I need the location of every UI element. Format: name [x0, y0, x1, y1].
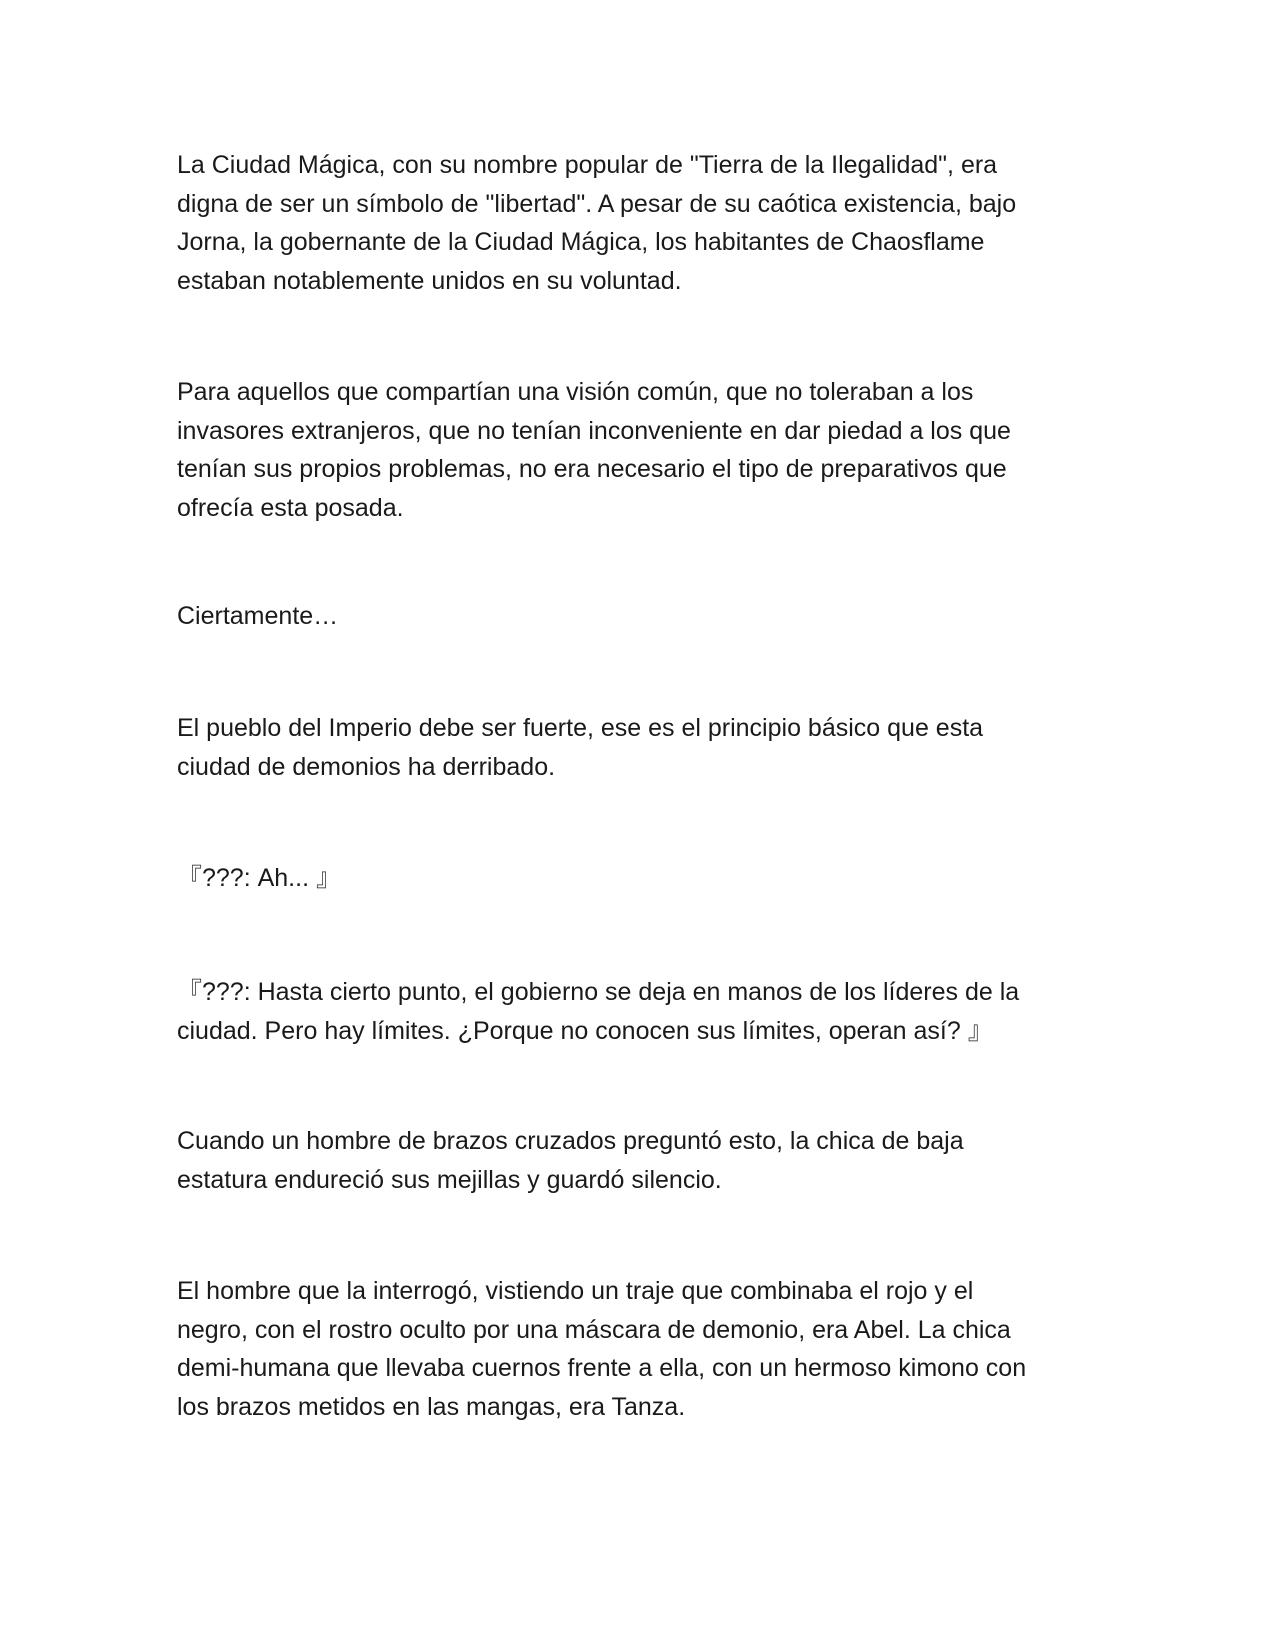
paragraph-8: El hombre que la interrogó, vistiendo un traje que combinaba el rojo y el negro, con el rostro oculto por una máscara de demonio, era Abel. La chica demi-humana que llevaba cuernos frente a ella, con un hermoso kimono con los brazos metidos en las mangas, era Tanza. [177, 1277, 1027, 1421]
paragraph-3: Ciertamente… [177, 602, 339, 630]
dialogue-line-1: 『???: Ah... 』 [177, 864, 341, 892]
paragraph-4: El pueblo del Imperio debe ser fuerte, ese es el principio básico que esta ciudad de demonios ha derribado. [177, 714, 984, 781]
dialogue-line-2: 『???: Hasta cierto punto, el gobierno se deja en manos de los líderes de la ciudad. Pero hay límites. ¿Porque no conocen sus límites, operan así? 』 [177, 978, 1020, 1045]
paragraph-7: Cuando un hombre de brazos cruzados preguntó esto, la chica de baja estatura endureció sus mejillas y guardó silencio. [177, 1127, 964, 1194]
paragraph-2: Para aquellos que compartían una visión común, que no toleraban a los invasores extranjeros, que no tenían inconveniente en dar piedad a los que tenían sus propios problemas, no era necesario el tipo de preparativos que ofrecía esta posada. [177, 378, 1011, 522]
paragraph-1: La Ciudad Mágica, con su nombre popular de "Tierra de la Ilegalidad", era digna de ser un símbolo de "libertad". A pesar de su caótica existencia, bajo Jorna, la gobernante de la Ciudad Mágica, los habitantes de Chaosflame estaban notablemente unidos en su voluntad. [177, 151, 1017, 295]
